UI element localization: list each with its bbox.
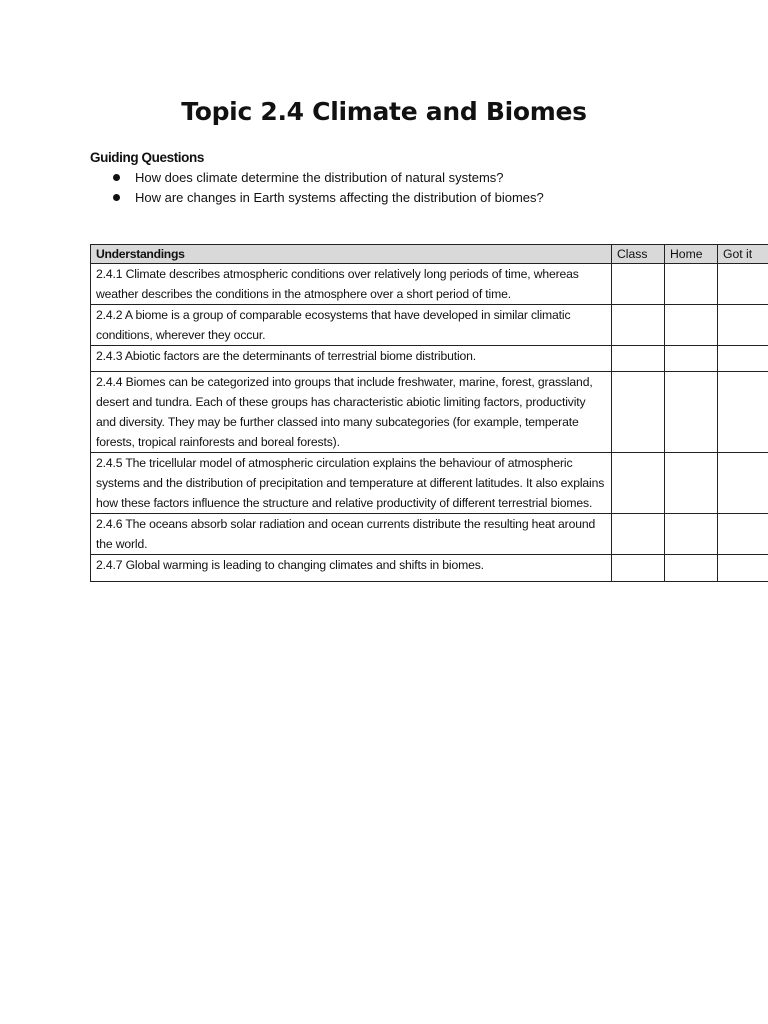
understandings-table xyxy=(90,244,768,582)
got-it-checkbox-cell[interactable] xyxy=(718,305,768,346)
guiding-question-text: How are changes in Earth systems affecting the distribution of biomes? xyxy=(135,189,544,205)
header-class: Class xyxy=(612,245,665,264)
class-checkbox-cell[interactable] xyxy=(612,346,665,372)
table-header-row xyxy=(91,245,768,264)
understanding-text: 2.4.1 Climate describes atmospheric conditions over relatively long periods of time, whereas weather describes the conditions in the atmosphere over a short period of time. xyxy=(91,264,612,305)
guiding-question-item xyxy=(113,168,544,188)
home-checkbox-cell[interactable] xyxy=(665,264,718,305)
home-checkbox-cell[interactable] xyxy=(665,346,718,372)
got-it-checkbox-cell[interactable] xyxy=(718,514,768,555)
understanding-text: 2.4.2 A biome is a group of comparable ecosystems that have developed in similar climatic conditions, wherever they occur. xyxy=(91,305,612,346)
class-checkbox-cell[interactable] xyxy=(612,372,665,453)
understanding-text: 2.4.5 The tricellular model of atmospheric circulation explains the behaviour of atmospheric systems and the distribution of precipitation and temperature at different latitudes. It also explains how these factors influence the structure and relative productivity of different terrestrial biomes. xyxy=(91,453,612,514)
class-checkbox-cell[interactable] xyxy=(612,555,665,582)
got-it-checkbox-cell[interactable] xyxy=(718,453,768,514)
got-it-checkbox-cell[interactable] xyxy=(718,372,768,453)
guiding-questions-list xyxy=(113,168,544,207)
guiding-questions-heading: Guiding Questions xyxy=(90,150,204,165)
home-checkbox-cell[interactable] xyxy=(665,555,718,582)
got-it-checkbox-cell[interactable] xyxy=(718,264,768,305)
class-checkbox-cell[interactable] xyxy=(612,453,665,514)
table-row xyxy=(91,514,768,555)
got-it-checkbox-cell[interactable] xyxy=(718,346,768,372)
bullet-icon xyxy=(113,174,120,181)
header-got-it: Got it xyxy=(718,245,768,264)
bullet-icon xyxy=(113,194,120,201)
understanding-text: 2.4.3 Abiotic factors are the determinants of terrestrial biome distribution. xyxy=(91,346,612,372)
guiding-question-text: How does climate determine the distribution of natural systems? xyxy=(135,170,504,185)
page-title: Topic 2.4 Climate and Biomes xyxy=(181,97,587,126)
table-row xyxy=(91,264,768,305)
class-checkbox-cell[interactable] xyxy=(612,514,665,555)
home-checkbox-cell[interactable] xyxy=(665,514,718,555)
table-row xyxy=(91,453,768,514)
table-row xyxy=(91,555,768,582)
table-row xyxy=(91,372,768,453)
table-row xyxy=(91,305,768,346)
understanding-text: 2.4.7 Global warming is leading to changing climates and shifts in biomes. xyxy=(91,555,612,582)
understanding-text: 2.4.6 The oceans absorb solar radiation and ocean currents distribute the resulting heat around the world. xyxy=(91,514,612,555)
table-row xyxy=(91,346,768,372)
guiding-question-item xyxy=(113,188,544,208)
got-it-checkbox-cell[interactable] xyxy=(718,555,768,582)
class-checkbox-cell[interactable] xyxy=(612,305,665,346)
understanding-text: 2.4.4 Biomes can be categorized into groups that include freshwater, marine, forest, grassland, desert and tundra. Each of these groups has characteristic abiotic limiting factors, productivity and diversity. They may be further classed into many subcategories (for example, temperate forests, tropical rainforests and boreal forests). xyxy=(91,372,612,453)
header-home: Home xyxy=(665,245,718,264)
class-checkbox-cell[interactable] xyxy=(612,264,665,305)
home-checkbox-cell[interactable] xyxy=(665,453,718,514)
header-understandings: Understandings xyxy=(91,245,612,264)
home-checkbox-cell[interactable] xyxy=(665,305,718,346)
home-checkbox-cell[interactable] xyxy=(665,372,718,453)
